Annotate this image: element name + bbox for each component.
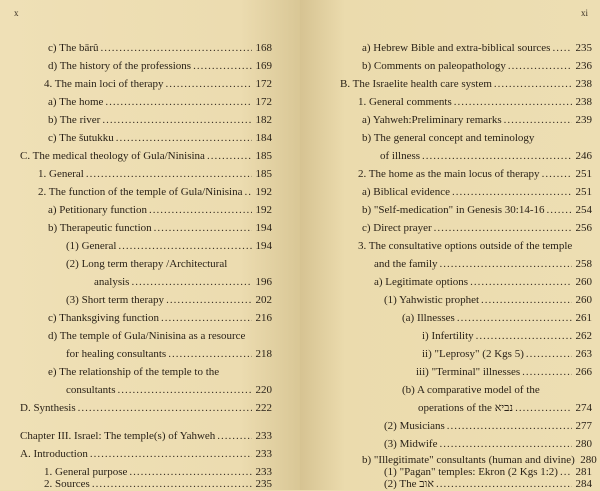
toc-entry: 3. The consultative options outside of the temple xyxy=(358,240,573,252)
toc-entry: b) The river ..... 182 xyxy=(48,114,272,127)
toc-entry: a) Petitionary function ..... 192 xyxy=(48,204,272,217)
toc-entry: c) The šutukku ..... 184 xyxy=(48,132,272,145)
toc-entry: (2) The אוב ..... 284 xyxy=(384,478,592,491)
toc-entry: (1) "Pagan" temples: Ekron (2 Kgs 1:2) ..... 281 xyxy=(384,466,592,479)
toc-entry: Chapter III. Israel: The temple(s) of Yahweh ..... 233 xyxy=(20,430,272,443)
toc-entry: b) The general concept and teminology xyxy=(362,132,535,144)
toc-entry: iii) "Terminal" illnesses ..... 266 xyxy=(416,366,592,379)
toc-entry: (1) Yahwistic prophet ..... 260 xyxy=(384,294,592,307)
toc-entry: C. The medical theology of Gula/Ninisina ..... 185 xyxy=(20,150,272,163)
left-page xyxy=(0,0,300,490)
right-page xyxy=(300,0,600,490)
toc-entry: a) Hebrew Bible and extra-biblical sources ..... 235 xyxy=(362,42,592,55)
toc-entry: b) "Self-medication" in Genesis 30:14-16 ..... 254 xyxy=(362,204,592,217)
toc-entry: (3) Midwife ..... 280 xyxy=(384,438,592,451)
toc-entry: b) "Illegitimate" consultants (human and divine) 280 xyxy=(362,454,597,466)
toc-entry: analysis ..... 196 xyxy=(94,276,272,289)
toc-entry: i) Infertility ..... 262 xyxy=(422,330,592,343)
toc-entry: e) The relationship of the temple to the xyxy=(48,366,220,378)
toc-entry: operations of the נביא ..... 274 xyxy=(418,402,592,415)
toc-entry: c) The bārû ..... 168 xyxy=(48,42,272,55)
toc-entry: 2. The home as the main locus of therapy ..... 251 xyxy=(358,168,592,181)
page-number: x xyxy=(14,8,19,18)
toc-entry: d) The temple of Gula/Ninisina as a resource xyxy=(48,330,246,342)
toc-entry: (3) Short term therapy ..... 202 xyxy=(66,294,272,307)
toc-entry: B. The Israelite health care system ..... 238 xyxy=(340,78,592,91)
toc-entry: D. Synthesis ..... 222 xyxy=(20,402,272,415)
toc-entry: b) Comments on paleopathology ..... 236 xyxy=(362,60,592,73)
toc-entry: consultants ..... 220 xyxy=(66,384,272,397)
toc-entry: a) Yahweh:Preliminary remarks ..... 239 xyxy=(362,114,592,127)
toc-entry: A. Introduction ..... 233 xyxy=(20,448,272,461)
toc-entry: (1) General ..... 194 xyxy=(66,240,272,253)
toc-entry: 1. General ..... 185 xyxy=(38,168,272,181)
toc-entry: (2) Musicians ..... 277 xyxy=(384,420,592,433)
toc-entry: (a) Illnesses ..... 261 xyxy=(402,312,592,325)
toc-entry: b) Therapeutic function ..... 194 xyxy=(48,222,272,235)
toc-entry: a) Biblical evidence ..... 251 xyxy=(362,186,592,199)
toc-entry: 1. General comments ..... 238 xyxy=(358,96,592,109)
toc-entry: 1. General purpose ..... 233 xyxy=(44,466,272,479)
toc-entry: a) The home ..... 172 xyxy=(48,96,272,109)
toc-entry: 2. The function of the temple of Gula/Ninisina ..... 192 xyxy=(38,186,272,199)
toc-entry: a) Legitimate options ..... 260 xyxy=(374,276,592,289)
toc-entry: 4. The main loci of therapy ..... 172 xyxy=(44,78,272,91)
toc-entry: ii) "Leprosy" (2 Kgs 5) ..... 263 xyxy=(422,348,592,361)
page-number: xi xyxy=(580,8,588,18)
toc-entry: of illness ..... 246 xyxy=(380,150,592,163)
toc-entry: d) The history of the professions ..... 169 xyxy=(48,60,272,73)
toc-entry: c) Direct prayer ..... 256 xyxy=(362,222,592,235)
toc-entry: 2. Sources ..... 235 xyxy=(44,478,272,491)
toc-entry: and the family ..... 258 xyxy=(374,258,592,271)
toc-entry: c) Thanksgiving function ..... 216 xyxy=(48,312,272,325)
toc-entry: (b) A comparative model of the xyxy=(402,384,540,396)
toc-entry: for healing consultants ..... 218 xyxy=(66,348,272,361)
toc-entry: (2) Long term therapy /Architectural xyxy=(66,258,228,270)
